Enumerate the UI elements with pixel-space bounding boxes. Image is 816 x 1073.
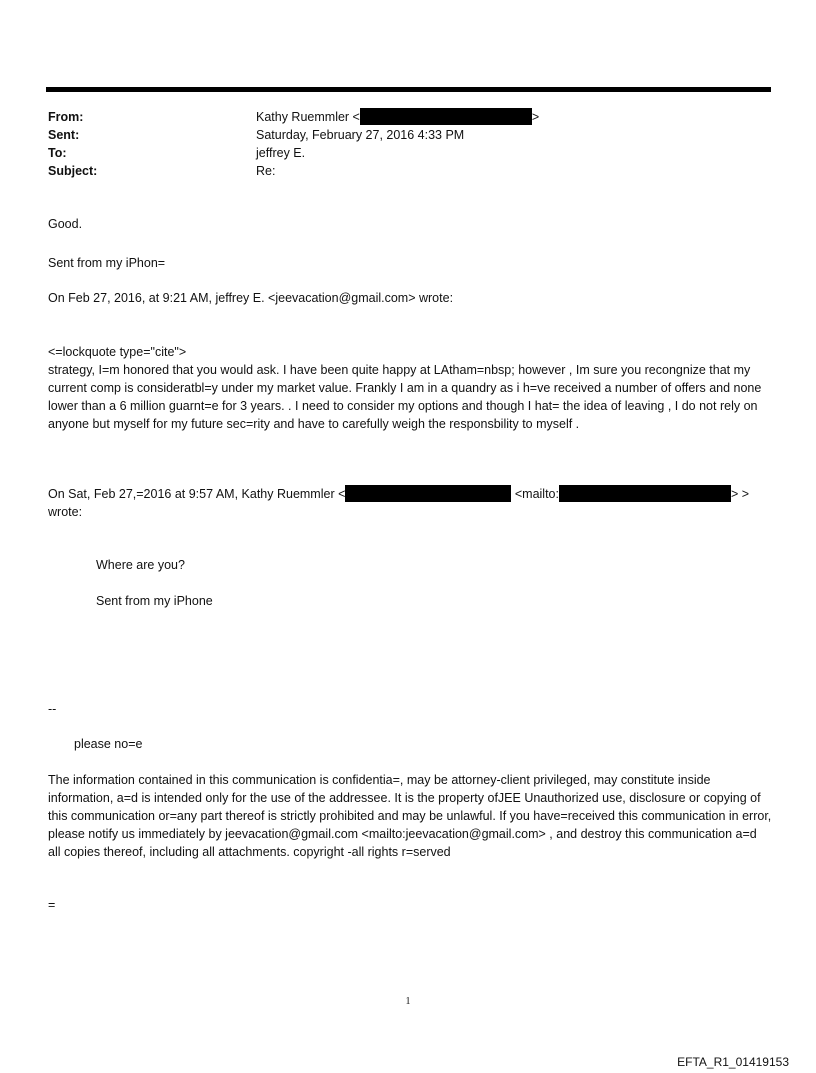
on-sat-c: > >: [730, 487, 750, 501]
subject-value: Re:: [256, 164, 276, 178]
to-value: jeffrey E.: [256, 146, 306, 160]
body-on-sat-line: [48, 485, 772, 503]
body-on-line: On Feb 27, 2016, at 9:21 AM, jeffrey E. <jeevacation@gmail.com> wrote:: [48, 291, 454, 305]
body-blockquote: <=lockquote type="cite">: [48, 345, 187, 359]
body-disclaimer: The information contained in this communication is confidentia=, may be attorney-client privileged, may constitute inside information, a=d is intended only for the use of the addressee. It is the property ofJEE Unauthorized use, disclosure or copying of this communication or=any part thereof is strictly prohibited and may be unlawful. If you have=received this communication in error, please notify us immediately by jeevacation@gmail.com <mailto:jeevacation@gmail.com> , and destroy this communication a=d all copies thereof, including all attachments. copyright -all rights r=served: [48, 773, 772, 859]
subject-label: Subject:: [48, 164, 98, 178]
body-equals: =: [48, 898, 56, 912]
redaction-box: [360, 108, 532, 125]
from-end: >: [531, 110, 540, 124]
on-sat-a: On Sat, Feb 27,=2016 at 9:57 AM, Kathy Ruemmler <: [48, 487, 346, 501]
from-label: From:: [48, 110, 84, 124]
body-wrote: wrote:: [48, 505, 83, 519]
sent-value: Saturday, February 27, 2016 4:33 PM: [256, 128, 465, 142]
from-value: [256, 108, 539, 126]
body-strategy-paragraph: strategy, I=m honored that you would ask. I have been quite happy at LAtham=nbsp; however , Im sure you recongnize that my current comp is consideratbl=y under my market value. Frankly I am in a quandry as i h=ve received a number of offers and none lower than a 6 million guarnt=e for 3 years. . I need to consider my options and though I hat= the idea of leaving , I do not rely on anyone but myself for my future sec=rity and have to carefully weigh the responsbility to myself .: [48, 363, 762, 431]
on-sat-b: <mailto:: [511, 487, 559, 501]
page-number: 1: [405, 996, 411, 1007]
body-good: Good.: [48, 217, 83, 231]
body-dashes: --: [48, 702, 57, 716]
to-label: To:: [48, 146, 67, 160]
header-rule: [46, 87, 771, 92]
email-header: [48, 108, 772, 180]
document-id: EFTA_R1_01419153: [677, 1055, 789, 1069]
body-please: please no=e: [74, 737, 143, 751]
body-sent-from: Sent from my iPhon=: [48, 256, 166, 270]
body-sent-iphone: Sent from my iPhone: [96, 594, 213, 608]
from-name: Kathy Ruemmler <: [256, 110, 360, 124]
body-where-are-you: Where are you?: [96, 558, 185, 572]
redaction-box: [345, 485, 511, 502]
redaction-box: [559, 485, 731, 502]
sent-label: Sent:: [48, 128, 80, 142]
